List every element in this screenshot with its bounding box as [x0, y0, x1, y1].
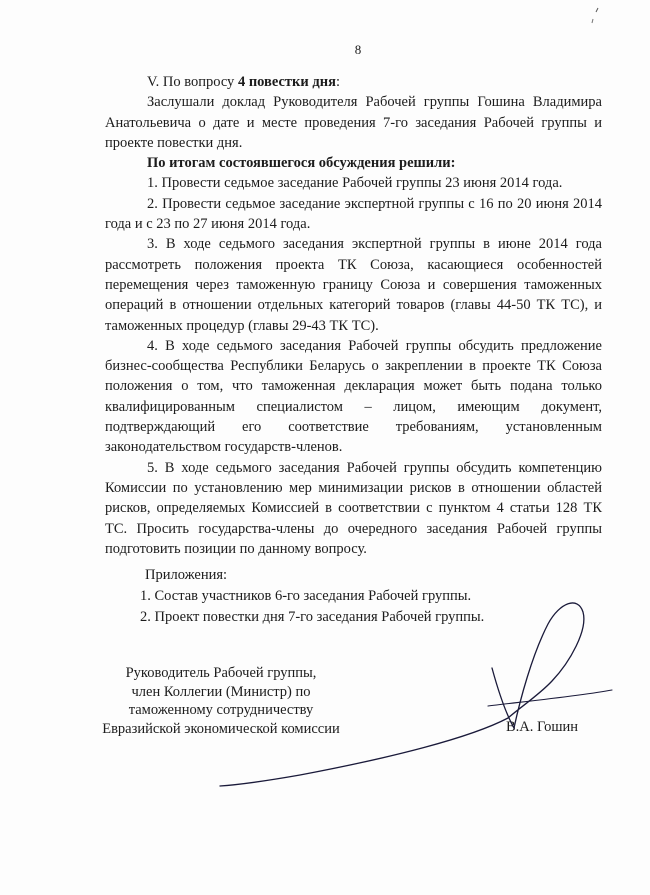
appendix-list: [140, 565, 485, 628]
signatory-line-4: Евразийской экономической комиссии: [102, 720, 340, 737]
appendix-item-1: 1. Состав участников 6-го заседания Рабочей группы.: [140, 588, 472, 604]
signatory-line-3: таможенному сотрудничеству: [128, 702, 314, 718]
decision-item-3: 3. В ходе седьмого заседания экспертной группы в июне 2014 года рассмотреть положения проекта ТК Союза, касающиеся особенностей перемещения через таможенную границу Союза и совершения таможенных операций в отношении отдельных категорий товаров (главы 44-50 ТК ТС), и таможенных процедур (главы 29-43 ТК ТС).: [105, 236, 602, 334]
decision-item-4: 4. В ходе седьмого заседания Рабочей группы обсудить предложение бизнес-сообщества Республики Беларусь о закреплении в проекте ТК Союза положения о том, что таможенная декларация может быть подана только квалифицированным специалистом – лицом, имеющим документ, подтверждающий его соответствие требованиям, установленным законодательством государств-членов.: [105, 337, 602, 456]
page-number: 8: [354, 42, 362, 57]
section-v-intro: V. По вопросу 4 повестки дня:: [147, 74, 340, 90]
decision-item-5: 5. В ходе седьмого заседания Рабочей группы обсудить компетенцию Комиссии по установлению мер минимизации рисков в отношении областей рисков, определяемых Комиссией в соответствии с пунктом 4 статьи 128 ТК ТС. Просить государства-члены до очередного заседания Рабочей группы подготовить позиции по данному вопросу.: [105, 459, 602, 557]
signatory-line-1: Руководитель Рабочей группы,: [125, 665, 317, 681]
signer-name: В.А. Гошин: [506, 719, 579, 735]
scan-marks: [586, 6, 606, 28]
decision-heading: По итогам состоявшегося обсуждения решили:: [147, 155, 456, 172]
signatory-line-2: член Коллегии (Министр) по: [131, 683, 311, 700]
heard-paragraph: Заслушали доклад Руководителя Рабочей группы Гошина Владимира Анатольевича о дате и месте проведения 7-го заседания Рабочей группы и проекте повестки дня.: [105, 94, 602, 151]
signatory-block: [98, 664, 344, 738]
resolution-text: [105, 72, 602, 559]
decision-item-2: 2. Провести седьмое заседание экспертной группы с 16 по 20 июня 2014 года и с 23 по 27 июня 2014 года.: [105, 195, 602, 233]
appendix-item-2: 2. Проект повестки дня 7-го заседания Рабочей группы.: [140, 609, 485, 625]
decision-item-1: 1. Провести седьмое заседание Рабочей группы 23 июня 2014 года.: [147, 175, 563, 192]
appendix-title: Приложения:: [145, 567, 228, 583]
